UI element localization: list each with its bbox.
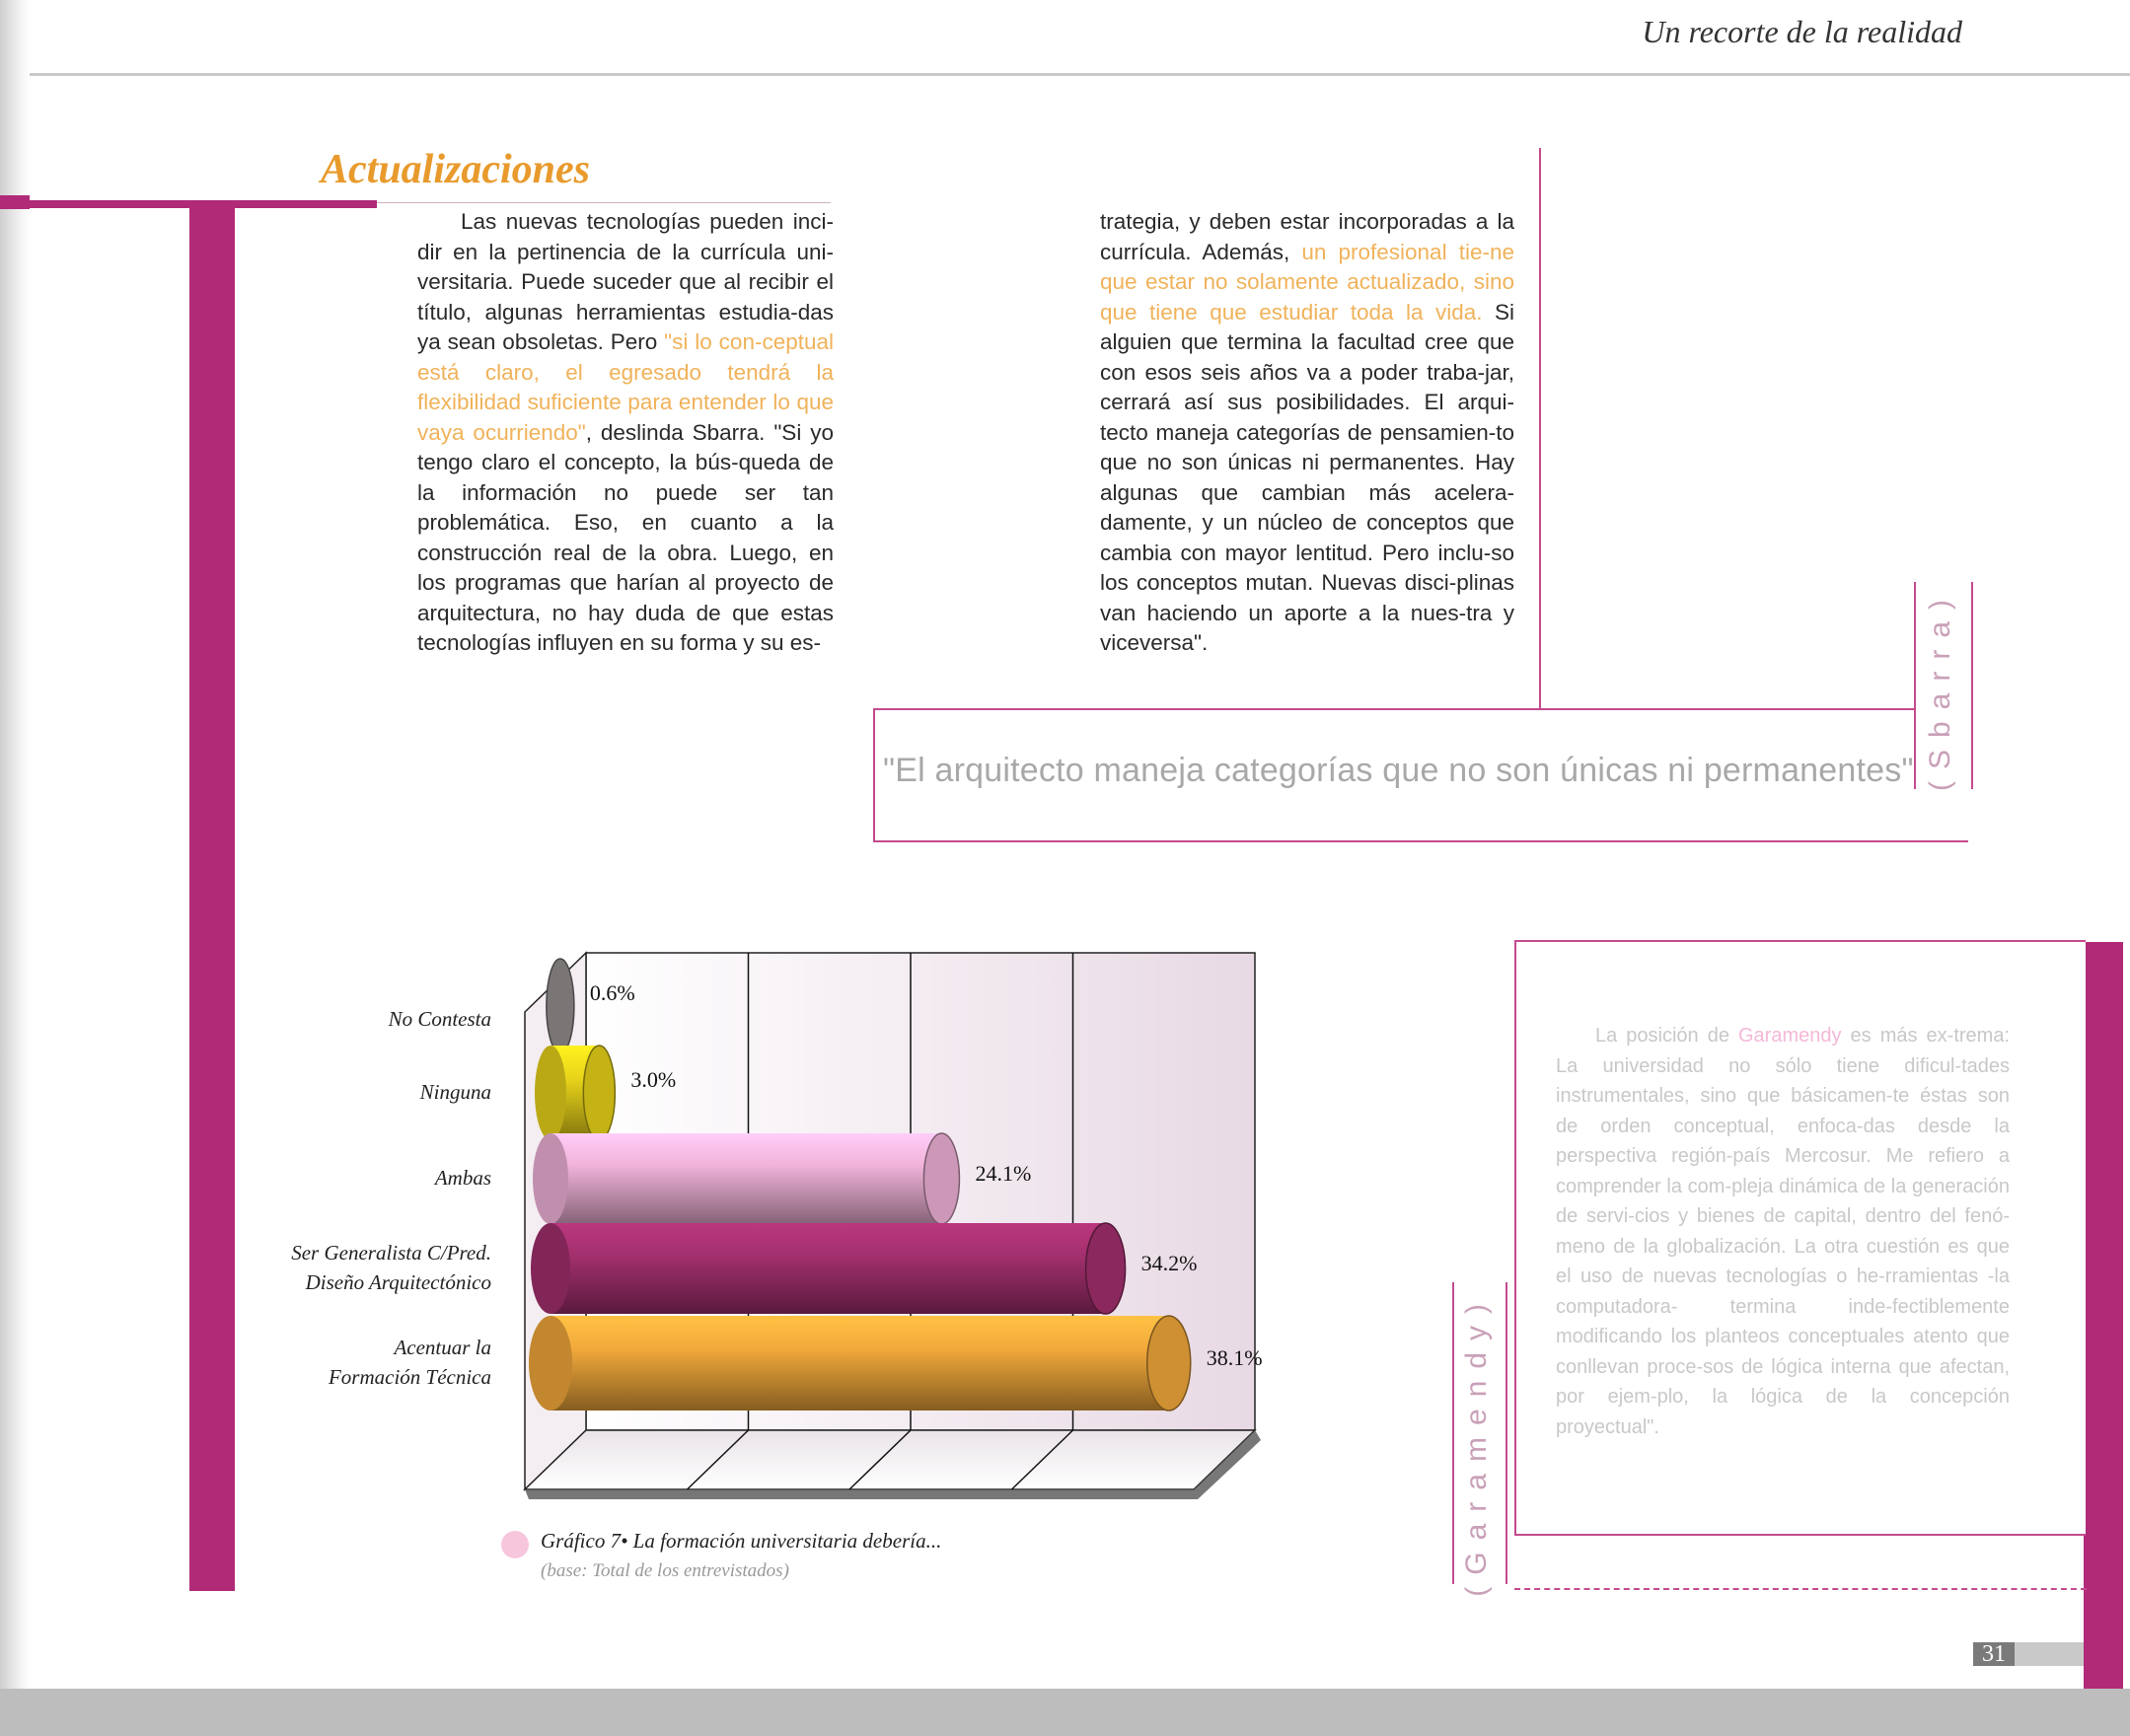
- bar-2: [551, 1133, 941, 1224]
- sidebar-text-a: La posición de: [1595, 1025, 1738, 1047]
- running-head: Un recorte de la realidad: [1642, 14, 1962, 49]
- bar-end-cap-0: [547, 959, 574, 1053]
- sidebar-box: [1514, 940, 2086, 1536]
- chart-caption: Gráfico 7• La formación universitaria debería...: [541, 1529, 942, 1553]
- top-rule: [30, 73, 2130, 76]
- bar-3: [551, 1223, 1106, 1314]
- bar-start-cap: [535, 1046, 566, 1140]
- body-column-2: [1100, 207, 1514, 659]
- sidebar-text-b: es más ex-trema: La universidad no sólo tiene dificul-tades instrumentales, sino que básicamen-te éstas son de orden conceptual, enfoca-das desde la perspectiva región-país Mercosur. Me refiero a comprender la com-pleja dinámica de la generación de servi-cios y bienes de capital, dentro del fenó-meno de la globalización. La otra cuestión es que el uso de nuevas tecnologías o he-rramientas -la computadora- termina inde-fectiblemente modificando los planteos conceptuales atento que conllevan proce-sos de lógica interna que afectan, por ejem-plo, la lógica de la concepción proyectual".: [1556, 1025, 2010, 1438]
- bar-end-cap-1: [583, 1046, 615, 1140]
- bar-end-cap-2: [923, 1133, 959, 1224]
- category-label-3: Diseño Arquitectónico: [305, 1270, 491, 1294]
- sidebar-speaker-box: [1452, 1282, 1507, 1597]
- bar-start-cap: [529, 1316, 572, 1410]
- dashed-rule: [1514, 1588, 2087, 1590]
- category-label-1: Ninguna: [419, 1080, 491, 1104]
- pull-quote: "El arquitecto maneja categorías que no son únicas ni permanentes": [883, 752, 1914, 789]
- bar-chart: [266, 937, 1312, 1529]
- value-label-4: 38.1%: [1206, 1345, 1263, 1370]
- body-column-1: [417, 207, 834, 659]
- left-edge-mark: [0, 195, 30, 209]
- page-number: 31: [1973, 1642, 2015, 1666]
- bottom-band: [0, 1689, 2130, 1736]
- sidebar-speaker: (Garamendy): [1460, 1292, 1493, 1597]
- quote-frame-top: [873, 708, 1968, 710]
- bar-start-cap: [533, 1133, 568, 1224]
- column1-quote-highlight: "si lo con-ceptual está claro, el egresado tendrá la flexibilidad suficiente para entender lo que vaya ocurriendo": [417, 329, 835, 445]
- column1-text-a: Las nuevas tecnologías pueden inci-dir en la pertinencia de la currícula uni-versitaria. Puede suceder que al recibir el título, algunas herramientas estudia-das ya sean obsoletas. Pero: [417, 209, 834, 354]
- sidebar-name-highlight: Garamendy: [1738, 1025, 1842, 1047]
- section-title: Actualizaciones: [321, 147, 591, 192]
- value-label-3: 34.2%: [1140, 1251, 1198, 1275]
- left-accent-bar: [189, 202, 235, 1591]
- page-number-bar: [2015, 1642, 2084, 1666]
- quote-speaker: (Sbarra): [1924, 588, 1956, 792]
- quote-frame-left: [873, 708, 875, 842]
- chart-floor: [525, 1430, 1255, 1489]
- category-label-4: Acentuar la: [394, 1336, 491, 1359]
- column2-text-a: trategia, y deben estar incorporadas a la currícula. Además,: [1100, 209, 1514, 264]
- right-accent-band: [2084, 942, 2123, 1689]
- value-label-2: 24.1%: [975, 1161, 1032, 1186]
- bar-start-cap: [531, 1223, 570, 1314]
- quote-speaker-box: [1914, 582, 1973, 792]
- bar-end-cap-3: [1086, 1223, 1126, 1314]
- category-label-0: No Contesta: [388, 1007, 491, 1031]
- category-label-4: Formación Técnica: [328, 1365, 491, 1389]
- category-label-2: Ambas: [434, 1166, 491, 1190]
- column2-quote-highlight: un profesional tie-ne que estar no solamente actualizado, sino que tiene que estudiar toda la vida.: [1100, 239, 1514, 325]
- column1-text-b: , deslinda Sbarra. "Si yo tengo claro el concepto, la bús-queda de la información no puede ser tan problemática. Eso, en cuanto a la construcción real de la obra. Luego, en los programas que harían al proyecto de arquitectura, no hay duda de que estas tecnologías influyen en su forma y su es-: [417, 419, 834, 655]
- bar-4: [551, 1316, 1169, 1410]
- quote-frame-bottom: [873, 840, 1968, 842]
- page-gutter: [0, 0, 30, 1736]
- column2-text-b: Si alguien que termina la facultad cree que con esos seis años va a poder traba-jar, cerrará así sus posibilidades. El arqui-tecto maneja categorías de pensamien-to que no son únicas ni permanentes. Hay algunas que cambian más acelera-damente, y un núcleo de conceptos que cambia con mayor lentitud. Pero inclu-so los conceptos mutan. Nuevas disci-plinas van haciendo un aporte a la nues-tra y viceversa".: [1100, 299, 1514, 655]
- category-label-3: Ser Generalista C/Pred.: [291, 1241, 491, 1265]
- value-label-0: 0.6%: [589, 980, 635, 1005]
- quote-frame-vertical: [1539, 148, 1541, 708]
- caption-bullet: [501, 1531, 529, 1558]
- title-rule: [377, 202, 831, 203]
- sidebar-text: [1556, 1021, 2010, 1442]
- bar-end-cap-4: [1147, 1316, 1191, 1410]
- chart-caption-sub: (base: Total de los entrevistados): [541, 1560, 789, 1581]
- value-label-1: 3.0%: [630, 1067, 677, 1092]
